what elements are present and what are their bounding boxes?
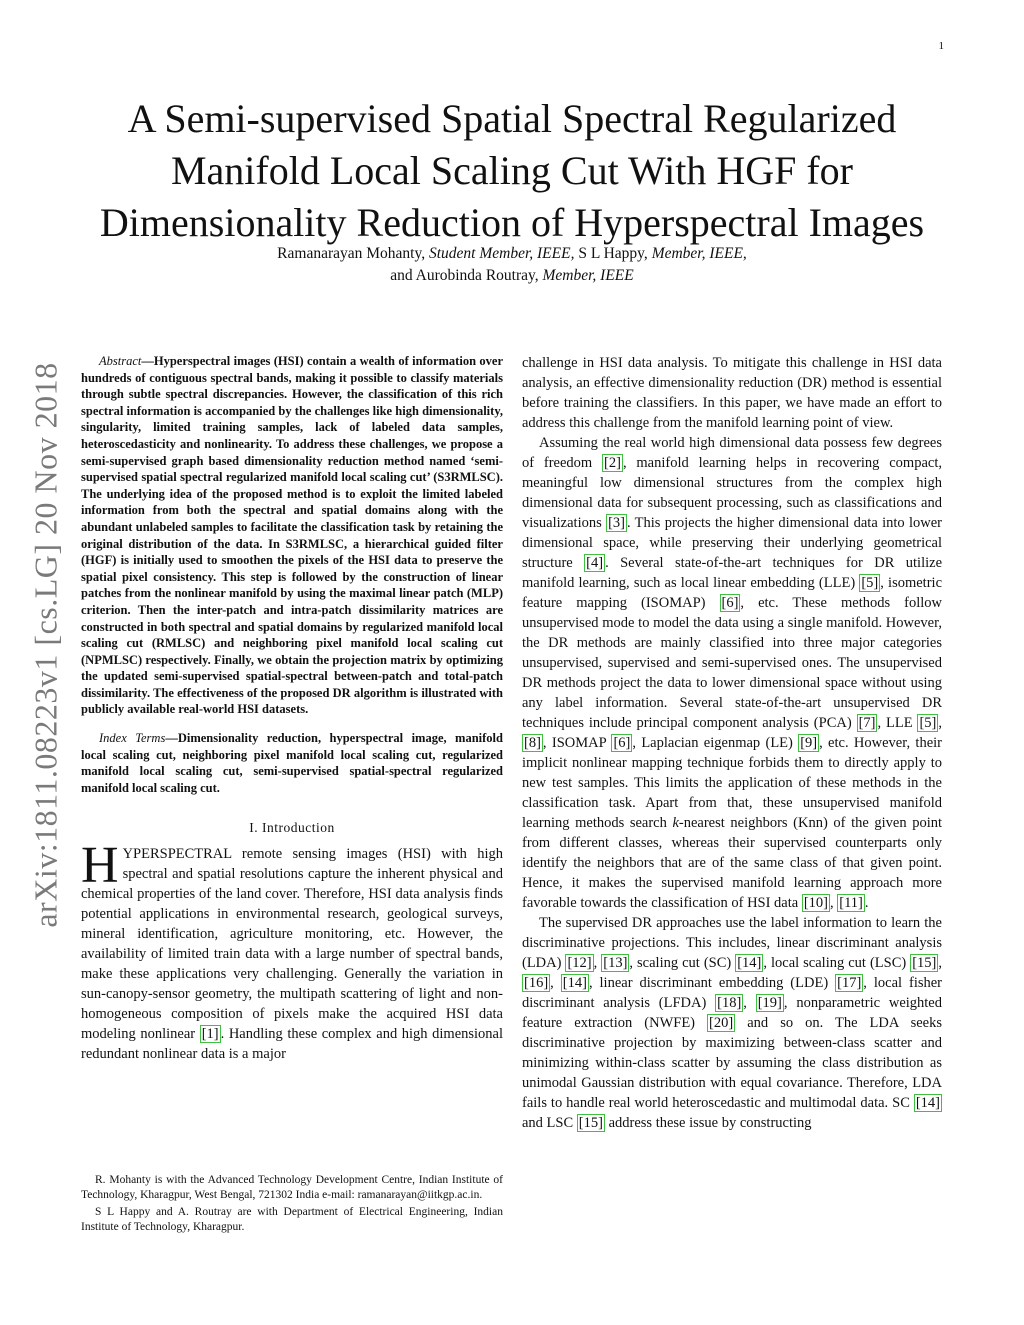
citation-link[interactable]: [9] — [800, 735, 818, 751]
citation-link[interactable]: [14] — [562, 975, 587, 991]
text: Assuming the real world high dimensional data possess few degrees of freedom — [522, 435, 942, 471]
text: , Laplacian eigenmap (LE) — [632, 735, 799, 751]
citation-link[interactable]: [18] — [717, 995, 742, 1011]
text: , etc. However, their implicit nonlinear mapping technique forbids them to directly apply to new test samples. This limits the application of these methods in the classification task. Apart from that, these unsupervised manifold learning methods search — [522, 735, 942, 831]
citation-link[interactable]: [14] — [915, 1095, 940, 1111]
intro-paragraph-1 — [81, 837, 504, 1064]
text: , — [938, 955, 942, 971]
text: , scaling cut (SC) — [629, 955, 736, 971]
text: , etc. These methods follow unsupervised mode to model the data using a single manifold. However, the DR methods are mainly classified into three major categories unsupervised, supervised and semi-supervised ones. The unsupervised DR methods project the data to lower dimensional space without using any label information. Several state-of-the-art unsupervised DR techniques include principal component analysis (PCA) — [522, 595, 942, 731]
citation-link[interactable]: [3] — [608, 515, 625, 531]
footnote-affiliation-2: S L Happy and A. Routray are with Department of Electrical Engineering, Indian Institute of Technology, Kharagpur. — [81, 1206, 503, 1233]
index-terms-lead: Index Terms — [99, 731, 166, 746]
text: address these issue by constructing — [604, 1115, 812, 1131]
title-line-1: A Semi-supervised Spatial Spectral Regularized — [127, 96, 897, 141]
title-line-3: Dimensionality Reduction of Hyperspectral Images — [99, 200, 925, 245]
author-list — [120, 243, 904, 287]
abstract-lead: Abstract — [99, 354, 142, 368]
text: , nonparametric weighted feature extraction (NWFE) — [522, 995, 942, 1031]
text: , linear discriminant embedding (LDE) — [588, 975, 836, 991]
left-column — [81, 353, 503, 1064]
citation-link[interactable]: [13] — [603, 955, 628, 971]
title-line-2: Manifold Local Scaling Cut With HGF for — [170, 148, 853, 193]
author-1-name: Ramanarayan Mohanty, — [277, 245, 426, 262]
index-terms-text: —Dimensionality reduction, hyperspectral image, manifold local scaling cut, neighboring pixel manifold local scaling cut, regularized manifold local scaling cut, semi-supervised spatial-spectral regularized manifold local scaling cut. — [81, 731, 503, 795]
paragraph-challenge: challenge in HSI data analysis. To mitigate this challenge in HSI data analysis, an effective dimensionality reduction (DR) method is essential before training the classifiers. In this paper, we have made an effort to address this challenge from the manifold learning point of view. — [522, 355, 942, 431]
citation-link[interactable]: [16] — [524, 975, 549, 991]
text: , — [593, 955, 602, 971]
text: , LLE — [877, 715, 918, 731]
citation-link[interactable]: [12] — [567, 955, 592, 971]
citation-link[interactable]: [2] — [604, 455, 621, 471]
drop-cap: H — [81, 837, 119, 895]
intro-text-a: YPERSPECTRAL remote sensing images (HSI) with high spectral and spatial resolutions capture the inherent physical and chemical properties of the land cover. Therefore, HSI data analysis finds potential applications in environmental research, geological surveys, mineral identification, agriculture monitoring, etc. However, the availability of limited train data with a large number of spectral bands, make these applications very challenging. Generally the variation in sun-canopy-sensor geometry, the multipath scattering of light and non-homogeneous composition of pixels make the acquired HSI data modeling nonlinear — [81, 846, 503, 1043]
citation-link[interactable]: [7] — [858, 715, 876, 731]
citation-link[interactable]: [15] — [578, 1115, 603, 1131]
text: , — [550, 975, 561, 991]
citation-link[interactable]: [5] — [919, 715, 937, 731]
citation-link[interactable]: [4] — [586, 555, 604, 571]
text: . This projects the higher dimensional data into lower dimensional space, while preserving their underlying geometrical structure — [522, 515, 942, 571]
text: , — [938, 715, 943, 731]
intro-text-b: . Handling these complex and high dimensional redundant nonlinear data is a major — [81, 1026, 504, 1063]
citation-link[interactable]: [17] — [837, 975, 862, 991]
text: . Several state-of-the-art techniques for DR utilize manifold learning, such as local linear embedding (LLE) — [522, 555, 943, 591]
arxiv-identifier: arXiv:1811.08223v1 [cs.LG] 20 Nov 2018 — [27, 362, 64, 928]
citation-link[interactable]: [20] — [709, 1015, 734, 1031]
text: , isometric feature mapping (ISOMAP) — [522, 575, 942, 611]
author-3-name: and Aurobinda Routray, — [390, 267, 539, 284]
text: and so on. The LDA seeks discriminative projection by maximizing between-class scatter and minimizing within-class scatter by assuming the class distribution as unimodal Gaussian distribution with equal covariance. Therefore, LDA fails to handle real world heteroscedastic and multimodal data. SC — [522, 1015, 942, 1111]
text: , — [743, 995, 756, 1011]
text: and LSC — [522, 1115, 577, 1131]
section-heading-introduction: I. Introduction — [249, 820, 335, 836]
citation-link[interactable]: [14] — [737, 955, 762, 971]
citation-link[interactable]: [8] — [524, 735, 541, 751]
abstract — [81, 353, 503, 718]
math-variable: k — [672, 815, 679, 831]
right-column — [522, 353, 942, 1133]
citation-link[interactable]: [1] — [201, 1026, 219, 1043]
paragraph-manifold-learning — [522, 433, 942, 913]
text: The supervised DR approaches use the label information to learn the discriminative projections. This includes, linear discriminant analysis (LDA) — [522, 915, 942, 971]
page-number: 1 — [938, 40, 944, 52]
citation-link[interactable]: [11] — [839, 895, 863, 911]
abstract-text: —Hyperspectral images (HSI) contain a wealth of information over hundreds of contiguous spectral bands, making it possible to classify materials through subtle spectral discrepancies. However, the classification of this rich spectral information is accompanied by the challenges like high dimensionality, singularity, limited training samples, lack of labeled data samples, heteroscedasticity and nonlinearity. To address these challenges, we propose a semi-supervised graph based dimensionality reduction method named ‘semi-supervised spatial spectral regularized manifold local scaling cut’ (S3RMLSC). The underlying idea of the proposed method is to exploit the limited labeled information from both the spectral and spatial domains along with the abundant unlabeled samples to facilitate the classification task by retaining the original distribution of the data. In S3RMLSC, a hierarchical guided filter (HGF) is initially used to smoothen the pixels of the HSI data to preserve the spatial pixel consistency. This step is followed by the construction of linear patches from the nonlinear manifold by using the maximal linear patch (MLP) criterion. Then the inter-patch and intra-patch dissimilarity matrices are constructed in both spectral and spatial domains by regularized manifold local scaling cut (RMLSC) and neighboring pixel manifold local scaling cut (NPMLSC) respectively. Finally, we obtain the projection matrix by optimizing the updated semi-supervised spatial-spectral between-patch and total-patch dissimilarity. The effectiveness of the proposed DR algorithm is illustrated with publicly available real-world HSI datasets. — [81, 354, 503, 717]
citation-link[interactable]: [6] — [721, 595, 739, 611]
author-2-role: Member, IEEE, — [651, 245, 747, 262]
citation-link[interactable]: [15] — [912, 955, 937, 971]
paragraph-supervised-dr — [522, 913, 942, 1133]
author-3-role: Member, IEEE — [542, 267, 634, 284]
index-terms — [81, 730, 503, 796]
text: , local fisher discriminant analysis (LFDA) — [522, 975, 943, 1011]
text: , ISOMAP — [542, 735, 612, 751]
citation-link[interactable]: [19] — [757, 995, 782, 1011]
citation-link[interactable]: [6] — [613, 735, 631, 751]
footnote-affiliation-1: R. Mohanty is with the Advanced Technology Development Centre, Indian Institute of Technology, Kharagpur, West Bengal, 721302 India e-mail: ramanarayan@iitkgp.ac.in. — [81, 1174, 503, 1201]
citation-link[interactable]: [5] — [861, 575, 879, 591]
text: . — [864, 895, 869, 911]
text: -nearest neighbors (Knn) of the given point from different classes, whereas their supervised counterparts only identify the neighbors that are of the same class of that given point. Hence, it makes the supervised manifold learning approach more favorable towards the classification of HSI data — [522, 815, 943, 911]
text: , local scaling cut (LSC) — [763, 955, 911, 971]
author-2-name: S L Happy, — [578, 245, 648, 262]
footnotes — [81, 1173, 503, 1237]
text: , manifold learning helps in recovering compact, meaningful low dimensional structures from the complex high dimensional data for subsequent processing, such as classifications and visualizations — [522, 455, 942, 531]
paper-title — [60, 93, 964, 249]
arxiv-stamp — [28, 350, 64, 940]
text: , — [830, 895, 838, 911]
citation-link[interactable]: [10] — [803, 895, 829, 911]
author-1-role: Student Member, IEEE, — [428, 245, 575, 262]
